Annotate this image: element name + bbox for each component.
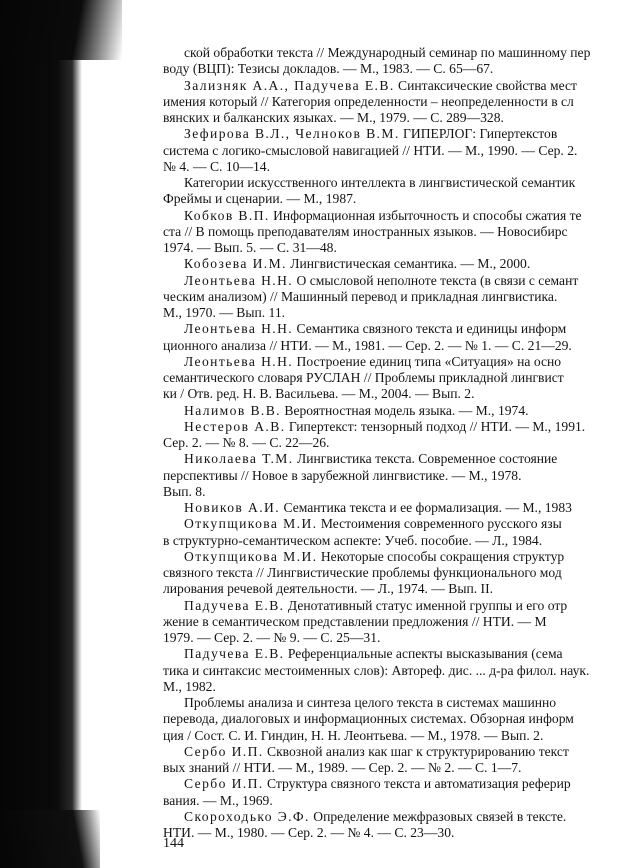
entry-text: вых знаний // НТИ. — М., 1989. — Сер. 2. — № 2. — С. 1—7. — [163, 760, 522, 775]
entry-text: перспективы // Новое в зарубежной лингвистике. — М., 1978. — [163, 467, 522, 483]
entry-author: Зализняк А.А., Падучева Е.В. — [184, 77, 395, 93]
page-number: 144 — [163, 836, 184, 851]
entry-first-line — [163, 516, 620, 532]
entry-author: Кобозева И.М. — [184, 256, 287, 272]
entry-first-line — [163, 273, 620, 289]
entry-first-line — [163, 451, 620, 467]
entry-line — [163, 711, 620, 727]
bibliography-entry — [163, 45, 620, 78]
entry-text: Местоимения современного русского язы — [317, 516, 562, 532]
entry-author: Налимов В.В. — [184, 402, 281, 418]
bibliography-entry — [163, 646, 620, 695]
entry-text: ция / Сост. С. И. Гиндин, Н. Н. Леонтьева. — М., 1978. — Вып. 2. — [163, 727, 544, 743]
entry-author: Нестеров А.В. — [184, 418, 286, 434]
entry-author: Сербо И.П. — [184, 743, 264, 759]
entry-first-line — [163, 175, 620, 191]
entry-text: М., 1982. — [163, 678, 216, 694]
entry-author: Леонтьева Н.Н. — [184, 353, 294, 369]
entry-text: Семантика текста и ее формализация. — М., 1983 — [280, 500, 572, 515]
scan-corner-shadow-bottom — [0, 810, 100, 868]
entry-text: ской обработки текста // Международный семинар по машинному пер — [184, 45, 591, 60]
entry-text: 1979. — Сер. 2. — № 9. — С. 25—31. — [163, 630, 381, 645]
entry-first-line — [163, 744, 620, 760]
bibliography-text — [163, 45, 620, 841]
entry-line — [163, 338, 620, 354]
entry-text: № 4. — С. 10—14. — [163, 158, 270, 174]
bibliography-entry — [163, 776, 620, 809]
bibliography-entry — [163, 126, 620, 175]
entry-text: вания. — М., 1969. — [163, 792, 273, 808]
bibliography-entry — [163, 451, 620, 500]
entry-line — [163, 370, 620, 386]
entry-first-line — [163, 419, 620, 435]
entry-text: Информационная избыточность и способы сжатия те — [269, 207, 582, 223]
entry-line — [163, 224, 620, 240]
bibliography-entry — [163, 273, 620, 322]
entry-first-line — [163, 354, 620, 370]
entry-first-line — [163, 45, 620, 61]
entry-text: Семантика связного текста и единицы информ — [293, 321, 567, 337]
entry-line — [163, 565, 620, 581]
entry-text: Вып. 8. — [163, 483, 206, 499]
entry-first-line — [163, 500, 620, 516]
entry-author: Леонтьева Н.Н. — [184, 321, 294, 337]
entry-line — [163, 581, 620, 597]
entry-text: М., 1970. — Вып. 11. — [163, 305, 286, 320]
entry-first-line — [163, 809, 620, 825]
entry-author: Новиков А.И. — [184, 500, 281, 515]
entry-text: семантического словаря РУСЛАН // Проблемы прикладной лингвист — [163, 370, 564, 385]
entry-text: лирования речевой деятельности. — Л., 1974. — Вып. II. — [163, 581, 494, 597]
entry-author: Николаева Т.М. — [184, 451, 294, 467]
entry-first-line — [163, 598, 620, 614]
entry-first-line — [163, 695, 620, 711]
entry-line — [163, 143, 620, 159]
entry-first-line — [163, 403, 620, 419]
entry-text: Проблемы анализа и синтеза целого текста в системах машинно — [184, 695, 557, 710]
entry-text: имения который // Категория определенности – неопределенности в сл — [163, 93, 574, 109]
scan-binding-shadow — [0, 0, 82, 868]
entry-line — [163, 468, 620, 484]
entry-author: Откупщикова М.И. — [184, 548, 318, 564]
entry-text: Лингвистическая семантика. — М., 2000. — [286, 256, 531, 272]
entry-text: в структурно-семантическом аспекте: Учеб. пособие. — Л., 1984. — [163, 532, 543, 548]
bibliography-entry — [163, 321, 620, 354]
entry-first-line — [163, 126, 620, 142]
entry-text: Некоторые способы сокращения структур — [317, 548, 565, 564]
entry-text: связного текста // Лингвистические проблемы функционального мод — [163, 565, 562, 580]
entry-line — [163, 728, 620, 744]
bibliography-entry — [163, 175, 620, 208]
entry-text: Лингвистика текста. Современное состояние — [293, 451, 558, 467]
entry-text: 1974. — Вып. 5. — С. 31—48. — [163, 240, 337, 255]
entry-text: ческим анализом) // Машинный перевод и прикладная лингвистика. — [163, 288, 558, 304]
bibliography-entry — [163, 809, 620, 842]
entry-first-line — [163, 78, 620, 94]
bibliography-entry — [163, 500, 620, 516]
entry-text: Построение единиц типа «Ситуация» на осно — [293, 353, 562, 369]
entry-text: Сквозной анализ как шаг к структурированию текст — [263, 743, 569, 759]
bibliography-entry — [163, 403, 620, 419]
entry-text: вянских и балканских языках. — М., 1979. — С. 289—328. — [163, 110, 504, 125]
entry-line — [163, 614, 620, 630]
entry-line — [163, 825, 620, 841]
scan-corner-shadow-top — [0, 0, 122, 60]
entry-line — [163, 760, 620, 776]
entry-author: Откупщикова М.И. — [184, 516, 318, 532]
entry-line — [163, 630, 620, 646]
entry-line — [163, 663, 620, 679]
bibliography-entry — [163, 516, 620, 549]
entry-text: Определение межфразовых связей в тексте. — [309, 808, 567, 824]
entry-line — [163, 110, 620, 126]
bibliography-entry — [163, 598, 620, 647]
entry-author: Зефирова В.Л., Челноков В.М. — [184, 126, 400, 142]
bibliography-entry — [163, 419, 620, 452]
entry-author: Скороходько Э.Ф. — [184, 808, 310, 824]
entry-text: Сер. 2. — № 8. — С. 22—26. — [163, 435, 330, 450]
entry-text: система с логико-смысловой навигацией // НТИ. — М., 1990. — Сер. 2. — [163, 142, 578, 158]
entry-line — [163, 305, 620, 321]
bibliography-entry — [163, 256, 620, 272]
entry-text: жение в семантическом представлении предложения // НТИ. — М — [163, 613, 547, 629]
entry-text: Денотативный статус именной группы и его отр — [284, 597, 568, 613]
bibliography-entry — [163, 208, 620, 257]
entry-line — [163, 94, 620, 110]
entry-text: ста // В помощь преподавателям иностранных языков. — Новосибирс — [163, 223, 568, 239]
entry-line — [163, 159, 620, 175]
entry-line — [163, 191, 620, 207]
entry-author: Падучева Е.В. — [184, 597, 285, 613]
entry-text: Вероятностная модель языка. — М., 1974. — [280, 402, 529, 418]
entry-first-line — [163, 321, 620, 337]
entry-first-line — [163, 208, 620, 224]
entry-first-line — [163, 646, 620, 662]
entry-line — [163, 289, 620, 305]
entry-author: Кобков В.П. — [184, 207, 270, 223]
entry-text: О смысловой неполноте текста (в связи с семант — [293, 272, 579, 288]
entry-text: Референциальные аспекты высказывания (сема — [284, 646, 563, 662]
bibliography-entry — [163, 695, 620, 744]
entry-text: Фреймы и сценарии. — М., 1987. — [163, 191, 357, 207]
entry-author: Сербо И.П. — [184, 776, 264, 792]
entry-first-line — [163, 776, 620, 792]
entry-line — [163, 793, 620, 809]
bibliography-entry — [163, 354, 620, 403]
entry-text: Структура связного текста и автоматизация реферир — [263, 776, 571, 792]
entry-text: ки / Отв. ред. Н. В. Васильева. — М., 2004. — Вып. 2. — [163, 386, 475, 402]
entry-line — [163, 533, 620, 549]
entry-line — [163, 435, 620, 451]
bibliography-entry — [163, 744, 620, 777]
entry-text: воду (ВЦП): Тезисы докладов. — М., 1983. — С. 65—67. — [163, 61, 494, 77]
bibliography-entry — [163, 78, 620, 127]
entry-line — [163, 679, 620, 695]
entry-text: Категории искусственного интеллекта в лингвистической семантик — [184, 175, 576, 190]
entry-line — [163, 484, 620, 500]
entry-line — [163, 240, 620, 256]
entry-text: перевода, диалоговых и информационных системах. Обзорная информ — [163, 711, 574, 727]
entry-first-line — [163, 549, 620, 565]
entry-line — [163, 386, 620, 402]
entry-text: ГИПЕРЛОГ: Гипертекстов — [399, 126, 558, 142]
entry-text: Гипертекст: тензорный подход // НТИ. — М., 1991. — [285, 418, 586, 434]
entry-line — [163, 61, 620, 77]
entry-first-line — [163, 256, 620, 272]
entry-text: Синтаксические свойства мест — [394, 77, 577, 93]
entry-text: НТИ. — М., 1980. — Сер. 2. — № 4. — С. 23—30. — [163, 825, 455, 840]
bibliography-entry — [163, 549, 620, 598]
entry-author: Падучева Е.В. — [184, 646, 285, 662]
entry-text: тика и синтаксис местоименных слов): Автореф. дис. ... д-ра филол. наук. — [163, 662, 590, 678]
entry-text: ционного анализа // НТИ. — М., 1981. — Сер. 2. — № 1. — С. 21—29. — [163, 337, 572, 353]
entry-author: Леонтьева Н.Н. — [184, 272, 294, 288]
